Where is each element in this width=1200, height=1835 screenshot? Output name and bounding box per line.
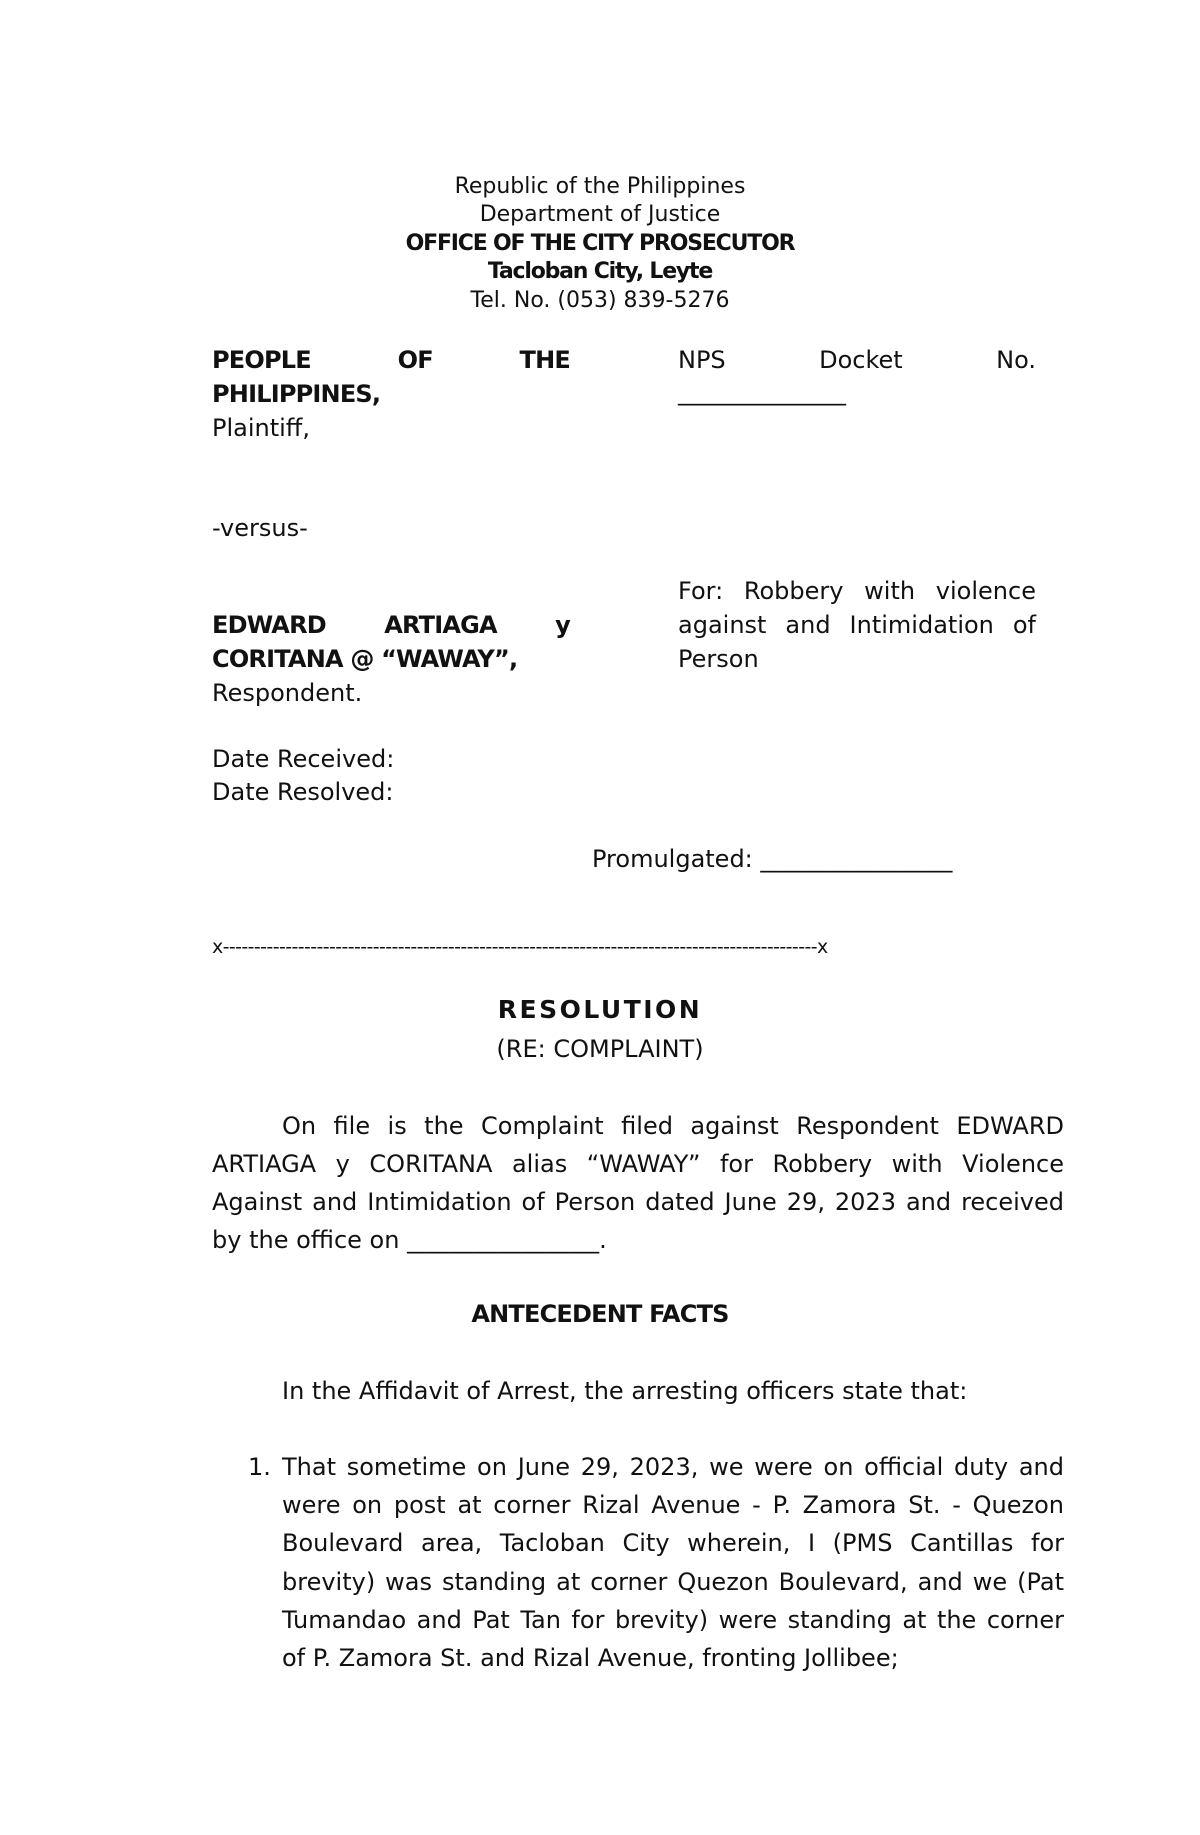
respondent-name-line2: CORITANA @ “WAWAY”, [212, 645, 518, 673]
respondent-name-line1 [212, 609, 570, 642]
affidavit-intro: In the Affidavit of Arrest, the arresting officers state that: [282, 1377, 968, 1405]
date-resolved: Date Resolved: [212, 778, 394, 806]
header-tel: Tel. No. (053) 839-5276 [470, 288, 730, 313]
offense-line1 [678, 575, 1036, 608]
offense-word: Robbery [743, 577, 844, 605]
offense-line3: Person [678, 645, 759, 673]
plaintiff-name-line2: PHILIPPINES, [212, 380, 381, 408]
list-marker: 1. [248, 1453, 271, 1481]
offense-word: For: [678, 577, 724, 605]
date-received: Date Received: [212, 745, 395, 773]
list-item-line: That sometime on June 29, 2023, we were on official duty and [282, 1453, 1064, 1481]
offense-word: violence [935, 577, 1036, 605]
header-republic: Republic of the Philippines [454, 174, 746, 199]
plaintiff-role: Plaintiff, [212, 414, 310, 442]
list-item [282, 1448, 1064, 1677]
caption-divider: x-----------------------------------------------------------------------------------------------x [212, 936, 828, 958]
offense-word: Intimidation [849, 611, 994, 639]
resolution-subtitle: (RE: COMPLAINT) [496, 1035, 704, 1063]
plaintiff-word: THE [519, 346, 570, 374]
respondent-role: Respondent. [212, 679, 363, 707]
plaintiff-name-line1 [212, 344, 570, 377]
respondent-word: y [555, 611, 570, 639]
plaintiff-word: PEOPLE [212, 346, 311, 374]
versus-label: -versus- [212, 514, 308, 542]
docket-word: Docket [819, 346, 903, 374]
paragraph-line: ARTIAGA y CORITANA alias “WAWAY” for Robbery with Violence [212, 1150, 1064, 1178]
docket-word: NPS [678, 346, 726, 374]
header-department: Department of Justice [479, 202, 721, 227]
offense-word: with [864, 577, 916, 605]
intro-paragraph [212, 1107, 1064, 1259]
plaintiff-word: OF [397, 346, 433, 374]
paragraph-line: by the office on ________________. [212, 1226, 607, 1254]
section-heading: ANTECEDENT FACTS [471, 1300, 729, 1328]
list-item-line: Boulevard area, Tacloban City wherein, I (PMS Cantillas for [282, 1529, 1064, 1558]
promulgated: Promulgated: ________________ [592, 845, 953, 873]
list-item-line: brevity) was standing at corner Quezon Boulevard, and we (Pat [282, 1567, 1064, 1596]
docket-blank: ______________ [678, 378, 846, 406]
docket-label [678, 344, 1036, 377]
paragraph-line: Against and Intimidation of Person dated June 29, 2023 and received [212, 1188, 1064, 1216]
offense-line2 [678, 609, 1036, 642]
offense-word: of [1012, 611, 1036, 639]
paragraph-line: On file is the Complaint filed against Respondent EDWARD [282, 1112, 1064, 1140]
resolution-title: RESOLUTION [497, 995, 703, 1024]
header-office: OFFICE OF THE CITY PROSECUTOR [405, 231, 795, 256]
offense-word: and [785, 611, 831, 639]
list-item-line: of P. Zamora St. and Rizal Avenue, fronting Jollibee; [282, 1644, 899, 1673]
offense-word: against [678, 611, 767, 639]
respondent-word: EDWARD [212, 611, 326, 639]
list-item-line: Tumandao and Pat Tan for brevity) were standing at the corner [282, 1605, 1064, 1634]
respondent-word: ARTIAGA [384, 611, 497, 639]
header-city: Tacloban City, Leyte [487, 259, 713, 284]
docket-word: No. [996, 346, 1036, 374]
list-item-line: were on post at corner Rizal Avenue - P. Zamora St. - Quezon [282, 1491, 1064, 1520]
